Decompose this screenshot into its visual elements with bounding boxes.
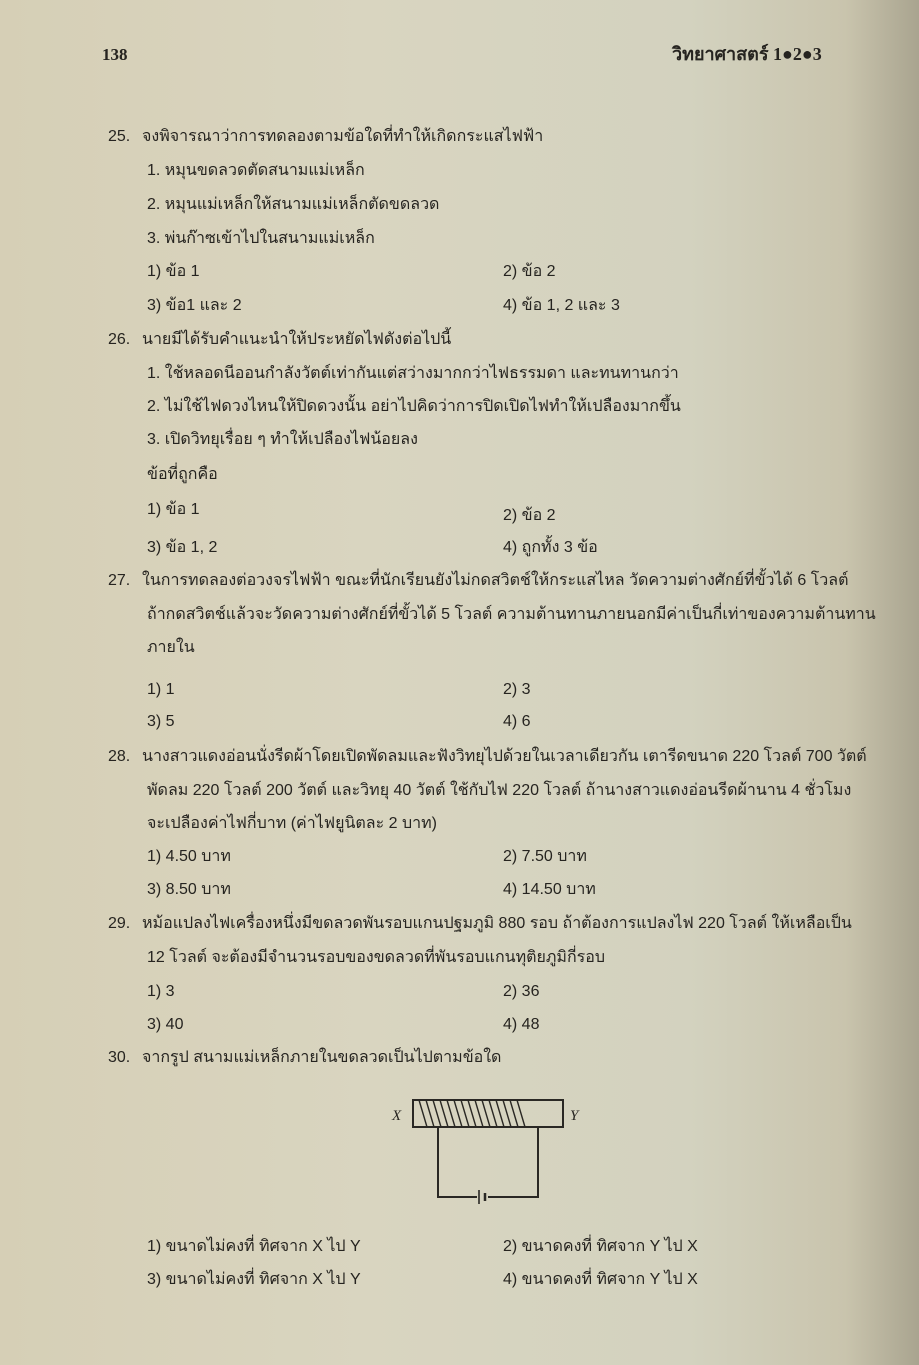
choice-2: 2) 3 [503, 681, 531, 698]
statement: 1. หมุนขดลวดตัดสนามแม่เหล็ก [147, 162, 365, 179]
question-number: 29. [108, 915, 131, 932]
choice-1: 1) 3 [147, 983, 175, 1000]
question-line: จะเปลืองค่าไฟกี่บาท (ค่าไฟยูนิตละ 2 บาท) [147, 815, 437, 832]
question-text: จงพิจารณาว่าการทดลองตามข้อใดที่ทำให้เกิดกระแสไฟฟ้า [142, 128, 544, 145]
choice-2: 2) ขนาดคงที่ ทิศจาก Y ไป X [503, 1238, 698, 1255]
statement: 3. พ่นก๊าซเข้าไปในสนามแม่เหล็ก [147, 230, 375, 247]
question-text: จากรูป สนามแม่เหล็กภายในขดลวดเป็นไปตามข้อใด [142, 1049, 502, 1066]
question-number: 25. [108, 128, 131, 145]
question-line: พัดลม 220 โวลต์ 200 วัตต์ และวิทยุ 40 วัตต์ ใช้กับไฟ 220 โวลต์ ถ้านางสาวแดงอ่อนรีดผ้านาน 4 ชั่วโมง [147, 782, 852, 799]
question-line: ในการทดลองต่อวงจรไฟฟ้า ขณะที่นักเรียนยังไม่กดสวิตช์ให้กระแสไหล วัดความต่างศักย์ที่ขั้วได้ 6 โวลต์ [142, 572, 849, 589]
page-number: 138 [102, 45, 128, 64]
label-y: Y [570, 1108, 579, 1124]
choice-4: 4) ถูกทั้ง 3 ข้อ [503, 539, 598, 556]
battery-icon [479, 1190, 485, 1204]
statement: 1. ใช้หลอดนีออนกำลังวัตต์เท่ากันแต่สว่างมากกว่าไฟธรรมดา และทนทานกว่า [147, 365, 679, 382]
choice-1: 1) ขนาดไม่คงที่ ทิศจาก X ไป Y [147, 1238, 361, 1255]
choice-4: 4) 48 [503, 1016, 540, 1033]
question-text: นายมีได้รับคำแนะนำให้ประหยัดไฟดังต่อไปนี้ [142, 331, 452, 348]
choice-4: 4) 6 [503, 713, 531, 730]
choice-3: 3) 40 [147, 1016, 184, 1033]
statement: 2. ไม่ใช้ไฟดวงไหนให้ปิดดวงนั้น อย่าไปคิดว่าการปิดเปิดไฟทำให้เปลืองมากขึ้น [147, 398, 681, 415]
coil-windings [419, 1100, 525, 1127]
solenoid-diagram [405, 1095, 575, 1210]
choice-1: 1) ข้อ 1 [147, 263, 200, 280]
question-line: ถ้ากดสวิตช์แล้วจะวัดความต่างศักย์ที่ขั้วได้ 5 โวลต์ ความต้านทานภายนอกมีค่าเป็นกี่เท่าของความต้านทาน [147, 606, 876, 623]
iron-core [413, 1100, 563, 1127]
choice-3: 3) ขนาดไม่คงที่ ทิศจาก X ไป Y [147, 1271, 361, 1288]
choice-4: 4) ข้อ 1, 2 และ 3 [503, 297, 620, 314]
choice-4: 4) 14.50 บาท [503, 881, 596, 898]
statement: 3. เปิดวิทยุเรื่อย ๆ ทำให้เปลืองไฟน้อยลง [147, 431, 418, 448]
choice-4: 4) ขนาดคงที่ ทิศจาก Y ไป X [503, 1271, 698, 1288]
label-x: X [392, 1108, 402, 1124]
choice-2: 2) 7.50 บาท [503, 848, 587, 865]
choice-3: 3) ข้อ1 และ 2 [147, 297, 242, 314]
question-number: 27. [108, 572, 131, 589]
question-prompt: ข้อที่ถูกคือ [147, 466, 218, 483]
circuit-wires [438, 1127, 538, 1197]
book-title: วิทยาศาสตร์ 1●2●3 [672, 44, 822, 64]
question-number: 30. [108, 1049, 131, 1066]
choice-3: 3) 5 [147, 713, 175, 730]
choice-1: 1) 4.50 บาท [147, 848, 231, 865]
choice-2: 2) ข้อ 2 [503, 263, 556, 280]
choice-1: 1) ข้อ 1 [147, 501, 200, 518]
choice-1: 1) 1 [147, 681, 175, 698]
question-line: ภายใน [147, 639, 195, 656]
choice-3: 3) 8.50 บาท [147, 881, 231, 898]
question-number: 26. [108, 331, 131, 348]
question-line: หม้อแปลงไฟเครื่องหนึ่งมีขดลวดพันรอบแกนปฐมภูมิ 880 รอบ ถ้าต้องการแปลงไฟ 220 โวลต์ ให้เหลือเป็น [142, 915, 852, 932]
question-number: 28. [108, 748, 131, 765]
choice-2: 2) 36 [503, 983, 540, 1000]
question-line: นางสาวแดงอ่อนนั่งรีดผ้าโดยเปิดพัดลมและฟังวิทยุไปด้วยในเวลาเดียวกัน เตารีดขนาด 220 โวลต์ 700 วัตต์ [142, 748, 867, 765]
choice-3: 3) ข้อ 1, 2 [147, 539, 218, 556]
choice-2: 2) ข้อ 2 [503, 507, 556, 524]
statement: 2. หมุนแม่เหล็กให้สนามแม่เหล็กตัดขดลวด [147, 196, 440, 213]
question-line: 12 โวลต์ จะต้องมีจำนวนรอบของขดลวดที่พันรอบแกนทุติยภูมิกี่รอบ [147, 949, 606, 966]
